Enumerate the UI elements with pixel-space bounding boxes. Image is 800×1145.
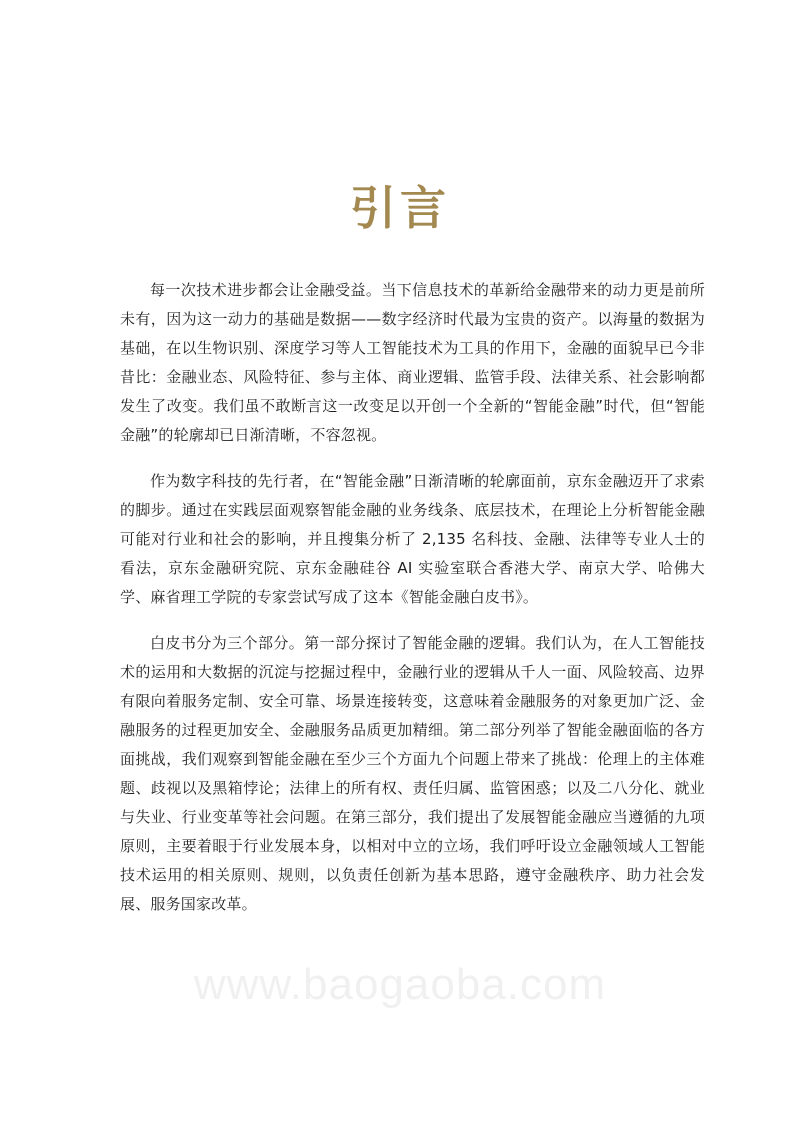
paragraph-2: 作为数字科技的先行者，在“智能金融”日渐清晰的轮廓面前，京东金融迈开了求索的脚步。通过在实践层面观察智能金融的业务线条、底层技术，在理论上分析智能金融可能对行业和社会的影响，并且搜集分析了 2,135 名科技、金融、法律等专业人士的看法，京东金融研究院、京东金融硅谷 AI 实验室联合香港大学、南京大学、哈佛大学、麻省理工学院的专家尝试写成了这本《智能金融白皮书》。 — [120, 472, 705, 606]
paragraph-3: 白皮书分为三个部分。第一部分探讨了智能金融的逻辑。我们认为，在人工智能技术的运用和大数据的沉淀与挖掘过程中，金融行业的逻辑从千人一面、风险较高、边界有限向着服务定制、安全可靠、场景连接转变，这意味着金融服务的对象更加广泛、金融服务的过程更加安全、金融服务品质更加精细。第二部分列举了智能金融面临的各方面挑战，我们观察到智能金融在至少三个方面九个问题上带来了挑战：伦理上的主体难题、歧视以及黑箱悖论；法律上的所有权、责任归属、监管困惑；以及二八分化、就业与失业、行业变革等社会问题。在第三部分，我们提出了发展智能金融应当遵循的九项原则，主要着眼于行业发展本身，以相对中立的立场，我们呼吁设立金融领域人工智能技术运用的相关原则、规则，以负责任创新为基本思路，遵守金融秩序、助力社会发展、服务国家改革。 — [120, 634, 705, 913]
page-title: 引言 — [350, 181, 450, 235]
body-text — [120, 276, 705, 936]
watermark: www.baogaoba.com — [193, 960, 607, 1009]
paragraph-1: 每一次技术进步都会让金融受益。当下信息技术的革新给金融带来的动力更是前所未有，因为这一动力的基础是数据——数字经济时代最为宝贵的资产。以海量的数据为基础，在以生物识别、深度学习等人工智能技术为工具的作用下，金融的面貌早已今非昔比：金融业态、风险特征、参与主体、商业逻辑、监管手段、法律关系、社会影响都发生了改变。我们虽不敢断言这一改变足以开创一个全新的“智能金融”时代，但“智能金融”的轮廓却已日渐清晰，不容忽视。 — [120, 281, 705, 444]
